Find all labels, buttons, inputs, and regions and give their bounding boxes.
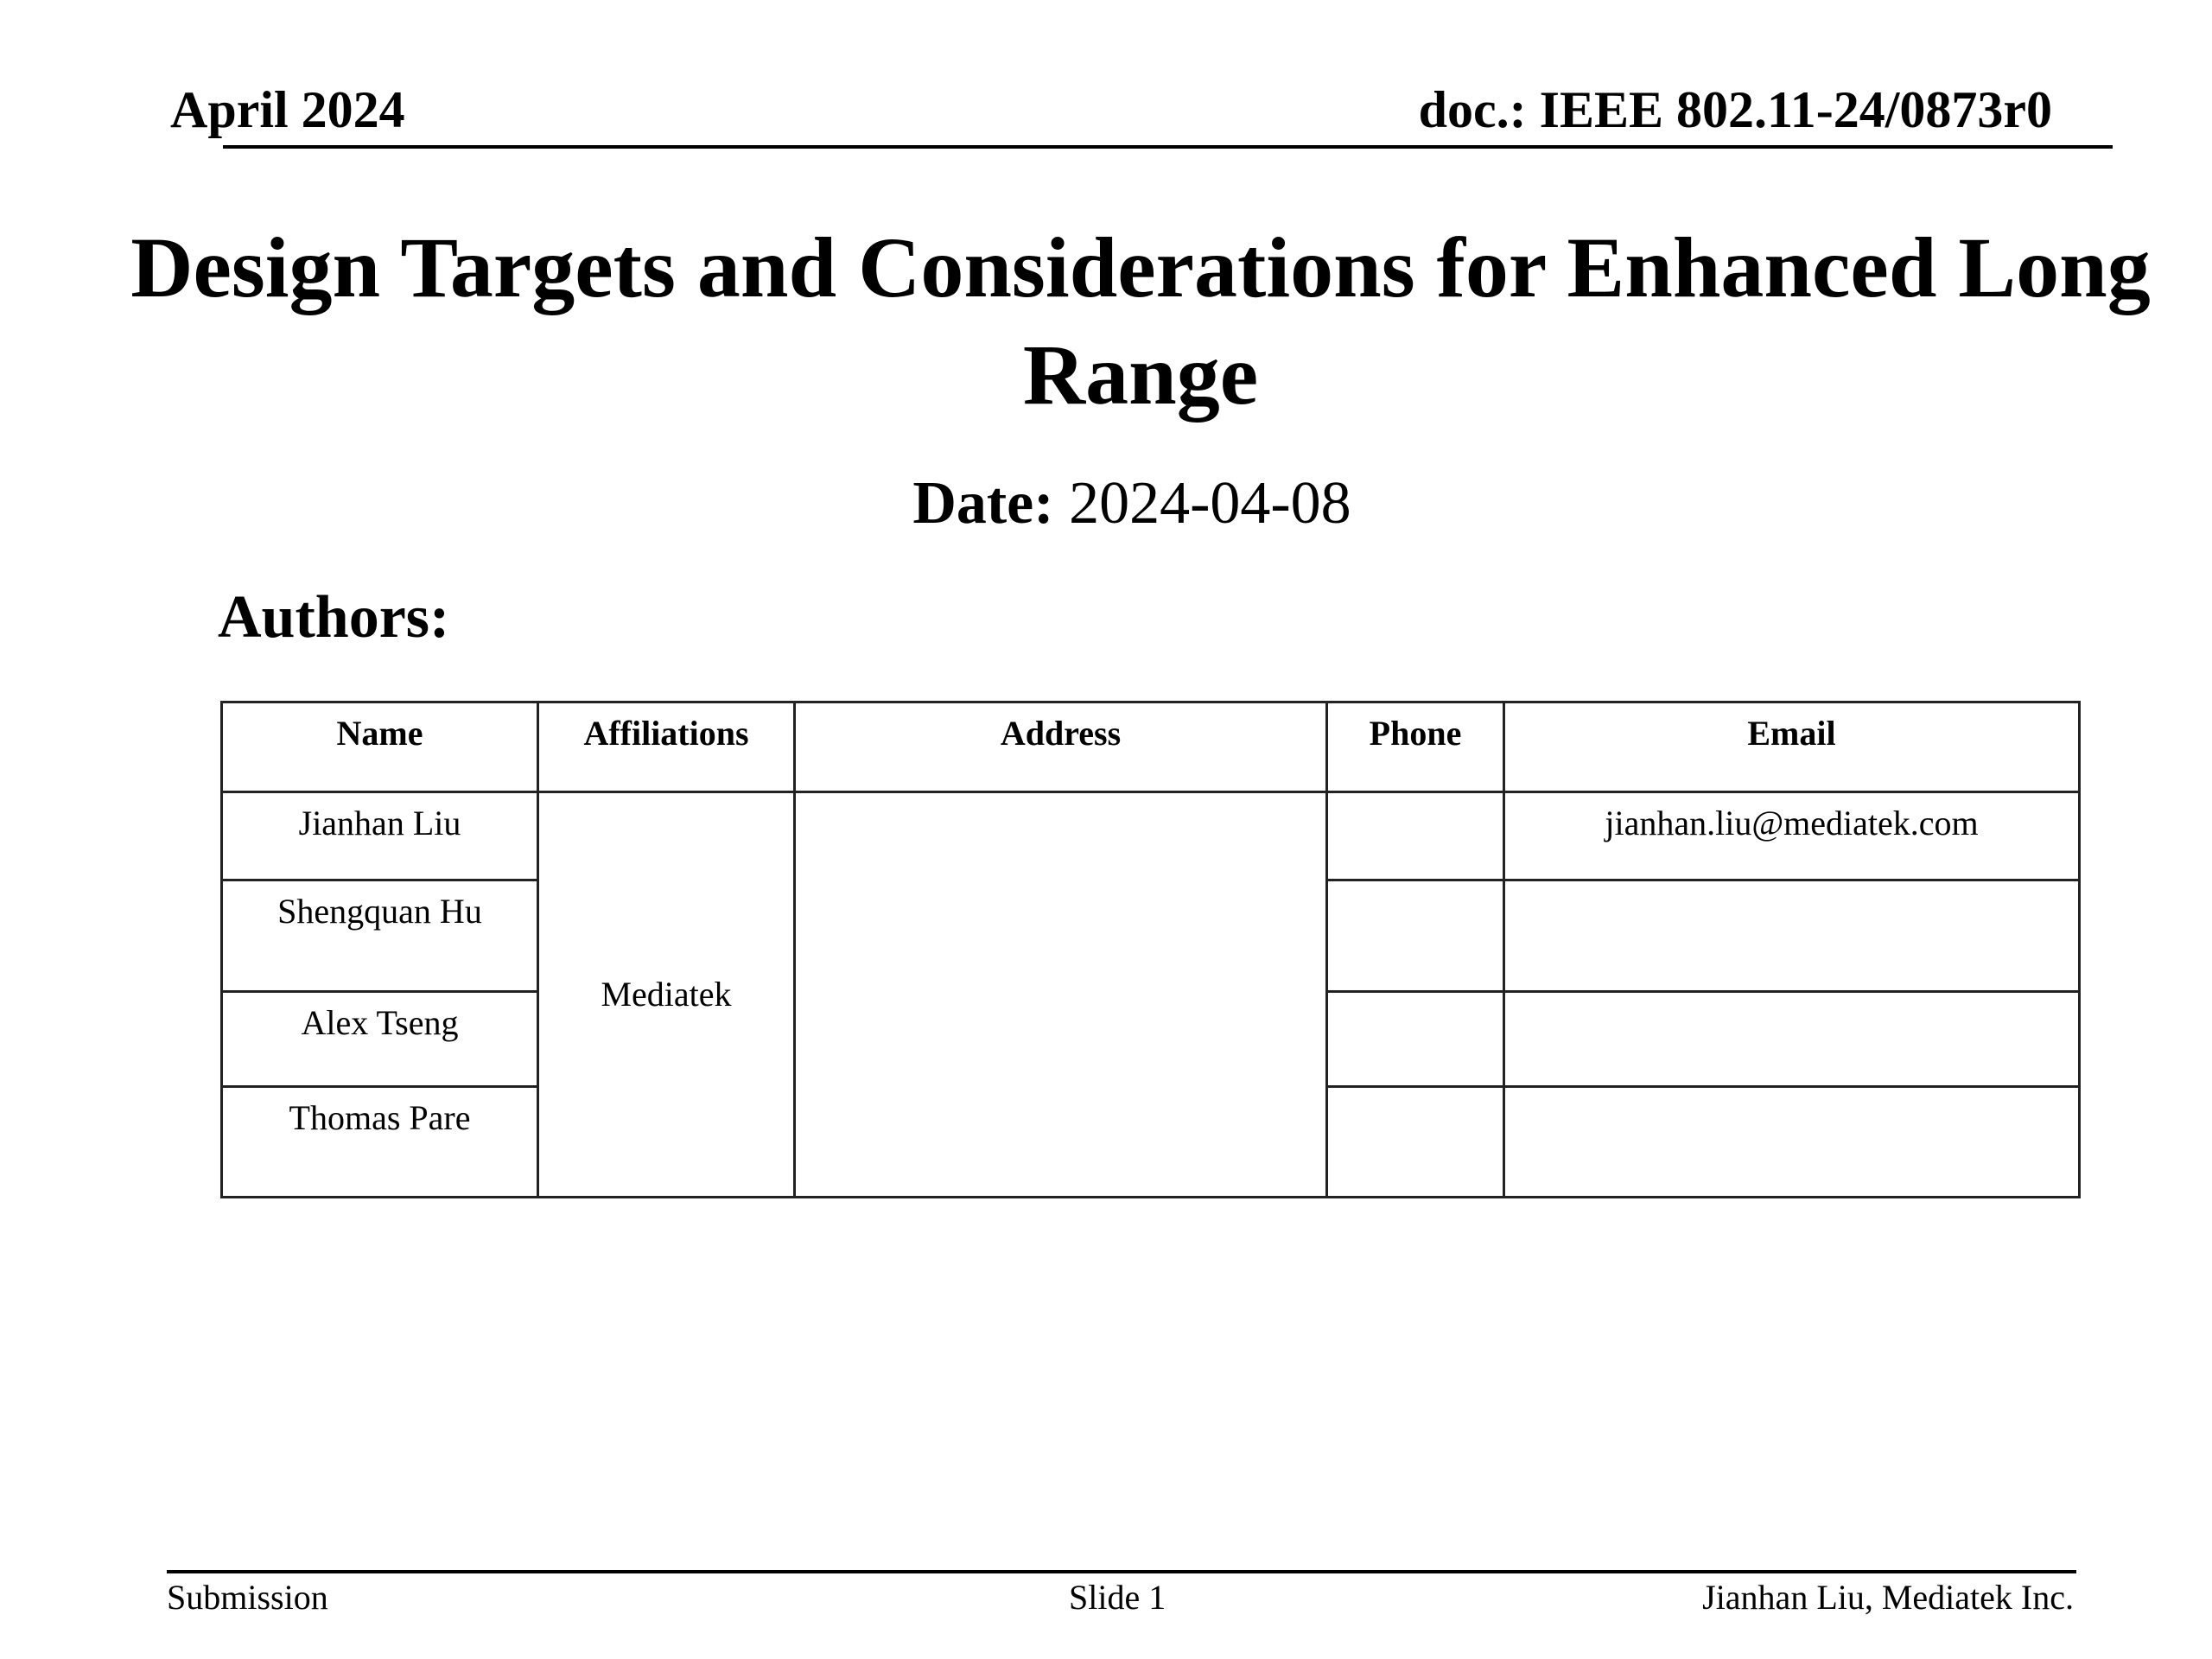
column-header-email: Email	[1504, 702, 2080, 792]
footer-author: Jianhan Liu, Mediatek Inc.	[1702, 1578, 2074, 1617]
author-phone	[1327, 992, 1504, 1087]
slide-title: Design Targets and Considerations for Enhanced Long Range	[130, 219, 2151, 423]
column-header-phone: Phone	[1327, 702, 1504, 792]
date-value: 2024-04-08	[1069, 470, 1351, 537]
author-email	[1504, 992, 2080, 1087]
author-affiliation: Mediatek	[538, 792, 795, 1198]
column-header-name: Name	[222, 702, 538, 792]
date-label: Date:	[912, 470, 1054, 537]
footer-slide-number: Slide 1	[1069, 1578, 1166, 1617]
table-header-row	[222, 702, 2080, 792]
footer-rule	[167, 1570, 2076, 1573]
footer-submission: Submission	[167, 1578, 328, 1617]
authors-table	[220, 701, 2081, 1198]
table-row	[222, 792, 2080, 880]
author-phone	[1327, 792, 1504, 880]
author-phone	[1327, 1087, 1504, 1198]
date-line	[0, 470, 2212, 537]
author-phone	[1327, 880, 1504, 992]
author-email[interactable]: jianhan.liu@mediatek.com	[1504, 792, 2080, 880]
author-name: Jianhan Liu	[222, 792, 538, 880]
author-name: Shengquan Hu	[222, 880, 538, 992]
author-address	[795, 792, 1327, 1198]
header-rule	[223, 145, 2113, 149]
authors-heading: Authors:	[218, 584, 450, 651]
header-date: April 2024	[170, 81, 405, 138]
column-header-affiliations: Affiliations	[538, 702, 795, 792]
header-doc-id: doc.: IEEE 802.11-24/0873r0	[1418, 81, 2052, 138]
author-name: Thomas Pare	[222, 1087, 538, 1198]
author-email	[1504, 880, 2080, 992]
column-header-address: Address	[795, 702, 1327, 792]
author-name: Alex Tseng	[222, 992, 538, 1087]
author-email	[1504, 1087, 2080, 1198]
